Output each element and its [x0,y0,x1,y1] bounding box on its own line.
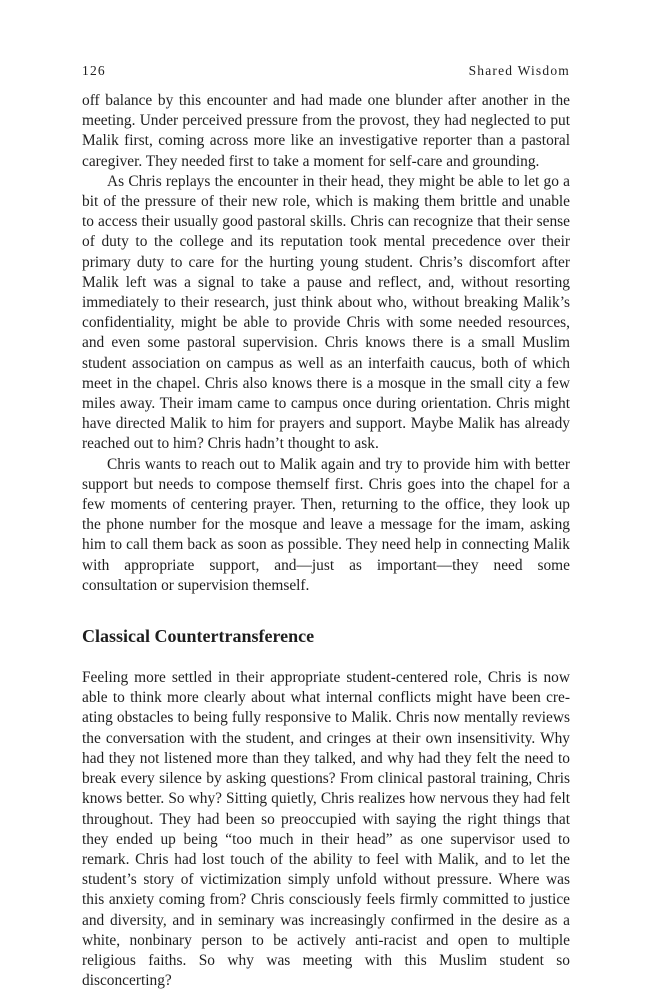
paragraph-continued: off balance by this encounter and had made one blunder after another in the meeting. Under perceived pressure from the provost, they had neglected to put Malik first, coming across more like an investigative reporter than a pastoral caregiver. They needed first to take a moment for self-care and grounding. [82,92,570,170]
body-text [82,91,570,991]
running-head [82,63,570,81]
book-title: Shared Wisdom [468,63,570,78]
section-heading: Classical Countertransference [82,626,315,647]
page-number: 126 [82,63,106,78]
paragraph-chris-replays: As Chris replays the encounter in their head, they might be able to let go a bit of the pressure of their new role, which is making them brittle and unable to access their usually good pastoral skills. Chris can recognize that their sense of duty to the college and its reputation took mental precedence over their primary duty to care for the hurting young student. Chris’s discomfort after Malik left was a signal to take a pause and reflect, and, without resorting immediately to their research, just think about who, without breaking Malik’s confidentiality, might be able to provide Chris with some needed resources, and even some pastoral supervision. Chris knows there is a small Muslim student association on campus as well as an interfaith caucus, both of which meet in the chapel. Chris also knows there is a mosque in the small city a few miles away. Their imam came to campus once during orientation. Chris might have directed Malik to him for prayers and support. Maybe Malik has already reached out to him? Chris hadn’t thought to ask. [82,172,570,453]
paragraph-chris-reaches-out: Chris wants to reach out to Malik again and try to provide him with better support but needs to compose themself first. Chris goes into the chapel for a few moments of centering prayer. Then, returning to the office, they look up the phone number for the mosque and leave a message for the imam, asking him to call them back as soon as possible. They need help in connecting Malik with appropriate support, and—just as important—they need some consultation or supervision themself. [82,455,570,594]
paragraph-countertransference: Feeling more settled in their appropriate student-centered role, Chris is now able to think more clearly about what internal conflicts might have been creating obstacles to being fully responsive to Malik. Chris now mentally reviews the conversation with the student, and cringes at their own insensitivity. Why had they not listened more than they talked, and why had they felt the need to break every silence by asking questions? From clinical pastoral training, Chris knows better. So why? Sitting quietly, Chris realizes how nervous they had felt throughout. They had been so preoccupied with saying the right things that they ended up being “too much in their head” as one supervisor used to remark. Chris had lost touch of the ability to feel with Malik, and to let the student’s story of victimization simply unfold without pressure. Where was this anxiety coming from? Chris consciously feels firmly committed to justice and diversity, and in seminary was increasingly confirmed in the desire as a white, nonbinary person to be actively anti-racist and open to multiple religious faiths. So why was meeting with this Muslim student so disconcerting? [82,669,570,990]
